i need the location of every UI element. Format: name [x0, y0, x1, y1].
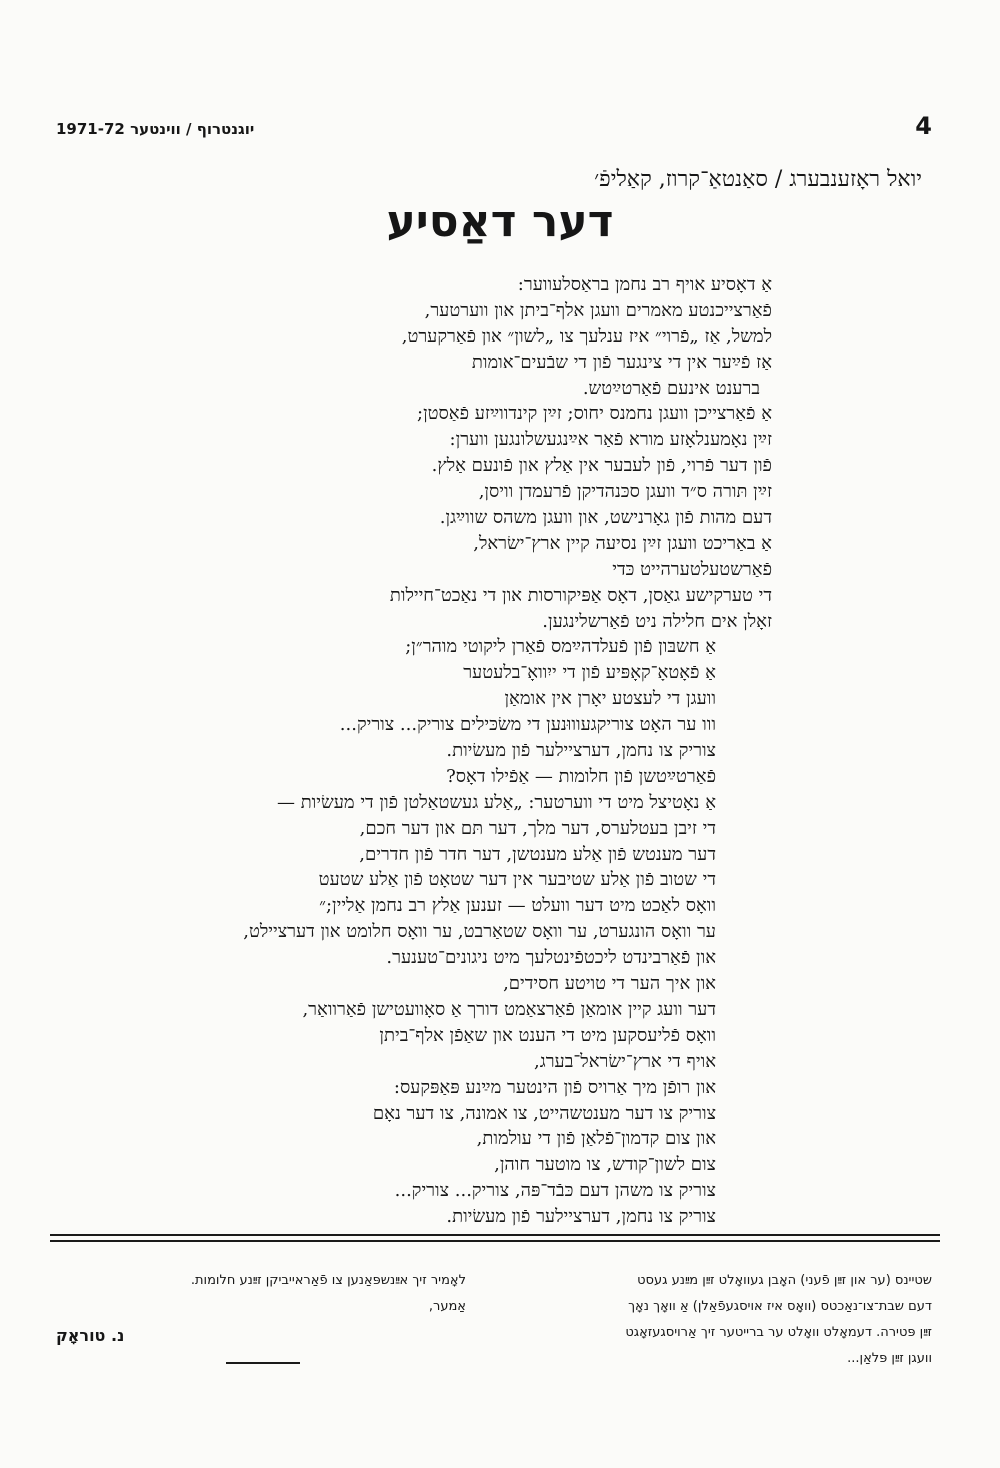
poem-line: אַ פֿאָטאָ־קאָפּיע פֿון די ייִוואָ־בלעטער	[463, 662, 716, 684]
poem-line: אַ חשבּון פֿון פֿעלדהײַמס פֿאַרן ליקוטי מוהר״ן;	[405, 636, 716, 658]
poem-line: וואָס לאַכט מיט דער וועלט — זענען אַלץ רב נחמן אַליין;״	[319, 895, 716, 917]
poem-line: די שטוב פֿון אַלע שטיבער אין דער שטאָט פֿון אַלע שטעט	[318, 869, 716, 891]
author-byline: יואל ראָזענבערג / סאַנטאַ־קרוז, קאַליפֿ׳	[594, 167, 922, 192]
poem-line: און פֿאַרבינדט ליכטפֿינטלעך מיט ניגונים־טענער.	[386, 947, 716, 969]
poem-line: זאָלן אים חלילה ניט פֿאַרשלינגען.	[542, 610, 772, 632]
poem-line: די זיבן בעטלערס, דער מלך, דער תּם און דער חכם,	[359, 817, 716, 839]
poem-line: און איך הער די טויטע חסידים,	[503, 973, 716, 995]
poem-line: דער וועג קיין אומאַן פֿאַרצאַמט דורך אַ סאָוועטישן פֿאַרוואַר,	[302, 998, 716, 1020]
poem-line: וועגן די לעצטע יאָרן אין אומאַן	[504, 688, 716, 710]
poem-line: ווו ער האָט צוריקגעוווּנען די משׂכּילים צוריק... צוריק...	[339, 714, 716, 736]
poem-line: אַ באַריכט וועגן זײַן נסיעה קיין ארץ־ישׂראל,	[473, 532, 772, 554]
footnote-rule	[226, 1362, 300, 1364]
poem-line: צוריק צו דער מענטשהייט, צו אמונה, צו דער נאָם	[372, 1102, 716, 1124]
poem-line: דער מענטש פֿון אַלע מענטשן, דער חדר פֿון חדרים,	[359, 843, 716, 865]
poem-line: פֿון דער פֿרוי, פֿון לעבער אין אַלץ און פֿונעם אַלץ.	[431, 455, 772, 477]
poem-line: פֿאַרטײַטשן פֿון חלומות — אַפֿילו דאָס?	[446, 765, 716, 787]
closing-line: אַמער,	[428, 1299, 466, 1314]
poem-line: וואָס פֿליעסקען מיט די הענט און שאַפֿן אלף־ביתן	[379, 1024, 716, 1046]
letter-line: וועגן זײַן פּלאַן...	[847, 1351, 932, 1366]
poem-line: צוריק צו משהן דעם כּבֿד־פּה, צוריק... צוריק...	[394, 1180, 716, 1202]
footer-divider	[50, 1240, 940, 1242]
footer-letter-text	[502, 1268, 932, 1372]
poem-line: צוריק צו נחמן, דערציילער פֿון מעשׂיות.	[446, 740, 716, 762]
footer-closing	[56, 1268, 466, 1320]
poem-line: אַ נאָטיצל מיט די ווערטער: „אַלע געשטאַלטן פֿון די מעשׂיות —	[276, 791, 716, 813]
letter-line: דעם שבת־צו־נאַכטס (וואָס איז אויסגעפֿאַלן) אַ וואָך נאָך	[628, 1299, 932, 1314]
poem-line: למשל, אַז „פֿרוי״ איז ענלעך צו „לשון״ און פֿאַרקערט,	[401, 325, 772, 347]
footer-divider	[50, 1234, 940, 1236]
poem-line: אויף די ארץ־ישׂראל־בערג,	[534, 1050, 716, 1072]
poem-line: ברענט אינעם פֿאַרטײַטש.	[582, 377, 760, 399]
poem-line: צוריק צו נחמן, דערציילער פֿון מעשׂיות.	[446, 1206, 716, 1228]
poem-line: דעם מהות פֿון גאָרנישט, און וועגן משהס שווײַגן.	[439, 507, 772, 529]
poem-line: זײַן תּורה ס״ד וועגן סכּנהדיקן פֿרעמדן וויסן,	[478, 481, 772, 503]
poem-line: אַ דאָסיע אויף רב נחמן בראַסלעווער:	[517, 274, 772, 295]
poem-line: אַז פֿײַער אין די צינגער פֿון די שבֿעים־אומות	[471, 351, 772, 373]
poem-body	[92, 272, 772, 1230]
letter-line: זײַן פּטירה. דעמאָלט וואָלט ער ברייטער זיך אַרויסגעזאָגט	[625, 1325, 932, 1340]
poem-line: אַ פֿאַרצייכן וועגן נחמנס יחוס; זײַן קינדווײַזע פֿאַסטן;	[417, 403, 772, 425]
page-number: 4	[915, 112, 932, 140]
poem-line: פֿאַרצייכנטע מאמרים וועגן אלף־ביתן און ווערטער,	[424, 299, 772, 321]
poem-line: צום לשון־קודש, צו מוטער חוהן,	[494, 1154, 716, 1176]
closing-line: לאָמיר זיך אײַנשפּאַנען צו פֿאַראייביקן זײַנע חלומות.	[190, 1273, 466, 1288]
running-header: יוגנטרוף / ווינטער 1971-72	[56, 120, 255, 138]
poem-line: זײַן נאָמענלאָזע מורא פֿאַר אײַנגעשלונגען ווערן:	[449, 429, 772, 451]
letter-line: שטיינס (ער און זײַן פֿעני) האָבן געוואָלט זײַן מײַנע געסט	[637, 1273, 932, 1288]
poem-line: און צום קדמון־פֿלאַן פֿון די עולמות,	[476, 1128, 716, 1150]
signature: נ. טוראָק	[56, 1326, 125, 1345]
poem-line: די טערקישע גאַסן, דאָס אַפּיקורסות און די נאַכט־חיילות	[389, 584, 772, 606]
poem-line: און רופֿן מיך אַרויס פֿון הינטער מײַנע פּאַפּקעס:	[393, 1076, 716, 1098]
poem-title: דער דאַסיע	[386, 196, 614, 247]
poem-line: ער וואָס הונגערט, ער וואָס שטאַרבט, ער וואָס חלומט און דערציילט,	[243, 921, 716, 943]
poem-line: פֿאַרשטעלטערהייט כּדי	[612, 558, 772, 580]
